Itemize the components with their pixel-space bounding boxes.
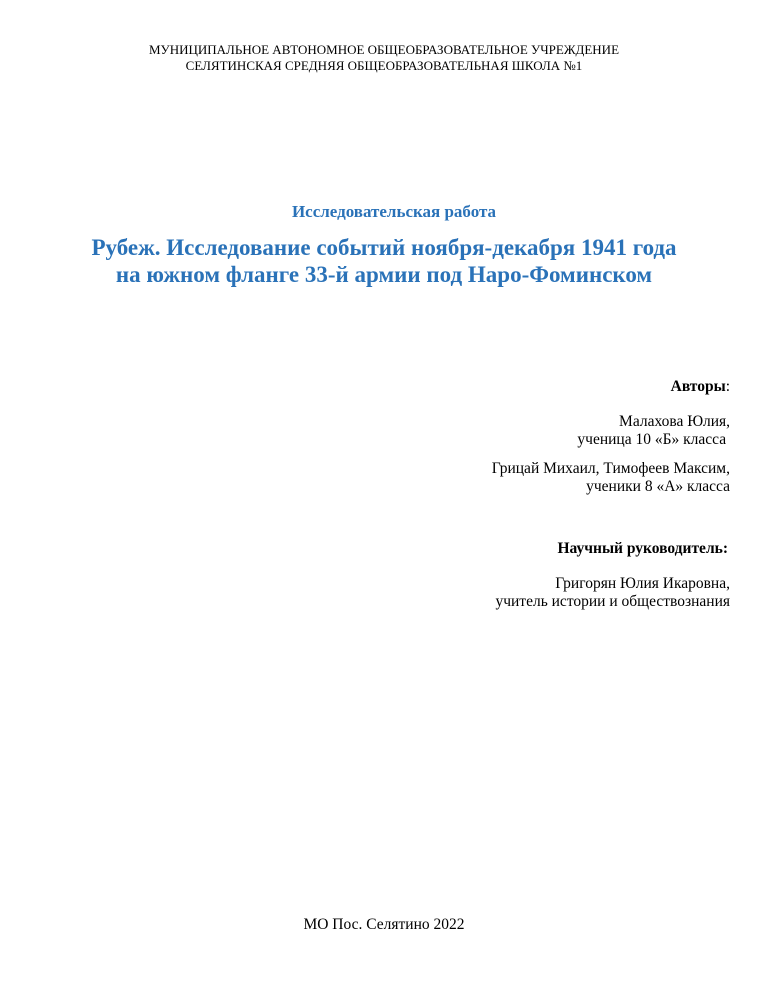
author-1 (577, 413, 730, 449)
supervisor-role: учитель истории и обществознания (495, 593, 730, 610)
document-title (0, 234, 768, 288)
school-header (0, 42, 768, 73)
author-2-names: Грицай Михаил, Тимофеев Максим, (491, 460, 730, 477)
author-1-name: Малахова Юлия, (619, 413, 730, 430)
supervisor-heading: Научный руководитель: (557, 540, 728, 557)
authors-colon: : (725, 378, 730, 395)
school-header-line-2: СЕЛЯТИНСКАЯ СРЕДНЯЯ ОБЩЕОБРАЗОВАТЕЛЬНАЯ ШКОЛА №1 (185, 57, 583, 73)
authors-label: Авторы (670, 378, 726, 395)
supervisor-name: Григорян Юлия Икаровна, (555, 575, 730, 592)
author-1-role: ученица 10 «Б» класса (577, 431, 730, 448)
author-2-role: ученики 8 «А» класса (586, 478, 730, 495)
work-type-label: Исследовательская работа (291, 202, 497, 221)
document-title-line-1: Рубеж. Исследование событий ноября-декабря 1941 года (91, 235, 677, 260)
school-header-line-1: МУНИЦИПАЛЬНОЕ АВТОНОМНОЕ ОБЩЕОБРАЗОВАТЕЛЬНОЕ УЧРЕЖДЕНИЕ (148, 42, 620, 57)
author-2 (492, 460, 730, 496)
authors-heading (671, 378, 730, 396)
supervisor (495, 575, 730, 611)
place-and-year: МО Пос. Селятино 2022 (303, 916, 465, 933)
document-title-line-2: на южном фланге 33-й армии под Наро-Фоминском (115, 262, 653, 287)
